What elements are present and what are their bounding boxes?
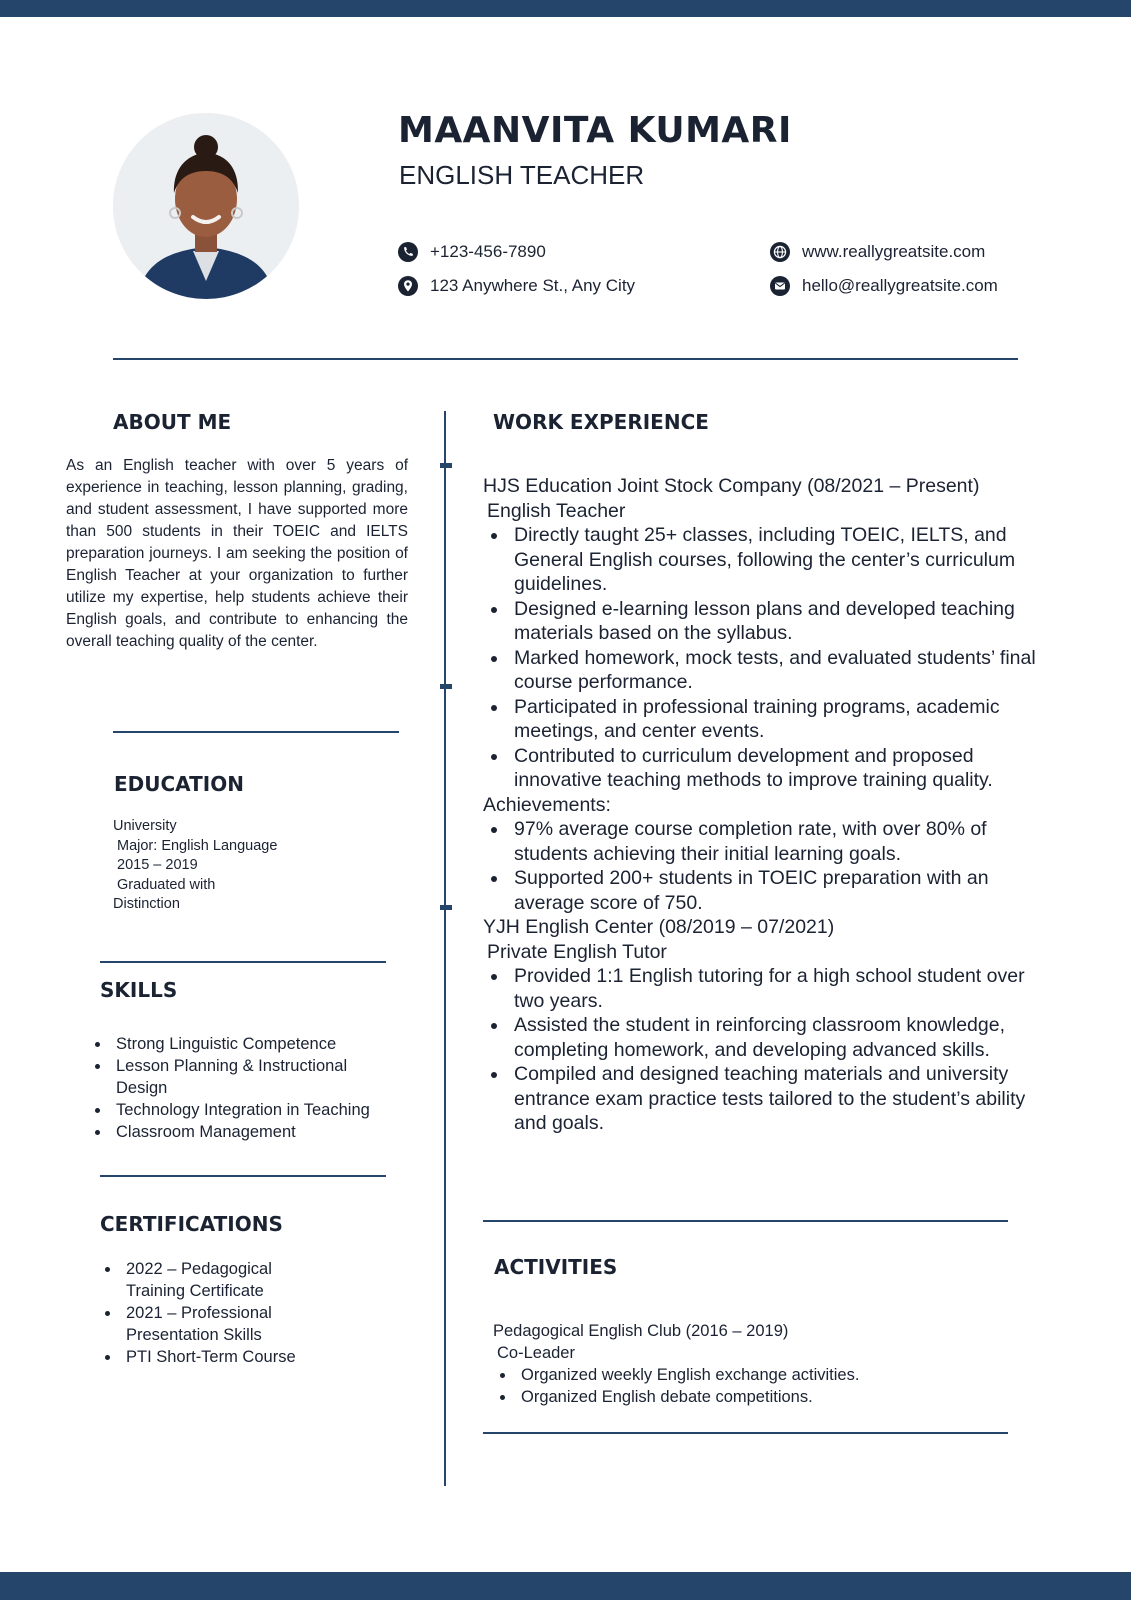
timeline-tick xyxy=(440,684,452,689)
job-bullet: Provided 1:1 English tutoring for a high school student over two years. xyxy=(483,964,1043,1013)
phone-icon xyxy=(398,242,418,262)
contact-email xyxy=(770,276,998,296)
education-divider xyxy=(100,961,386,963)
work-heading: WORK EXPERIENCE xyxy=(493,410,709,434)
education-line: Distinction xyxy=(113,896,180,912)
education-heading: EDUCATION xyxy=(114,772,244,796)
achievements-label: Achievements: xyxy=(483,793,611,816)
contact-address xyxy=(398,276,635,296)
profile-photo xyxy=(113,113,299,299)
activity-bullet: Organized English debate competitions. xyxy=(493,1386,1013,1408)
skills-list xyxy=(95,1033,395,1143)
about-divider xyxy=(113,731,399,733)
skills-divider xyxy=(100,1175,386,1177)
job-bullets xyxy=(483,964,1043,1136)
skills-heading: SKILLS xyxy=(100,978,178,1002)
certifications-heading: CERTIFICATIONS xyxy=(100,1212,283,1236)
contact-website xyxy=(770,242,985,262)
certification-item: 2022 – Pedagogical Training Certificate xyxy=(105,1258,325,1302)
skill-item: Lesson Planning & Instructional Design xyxy=(95,1055,395,1099)
job-bullet: Contributed to curriculum development and proposed innovative teaching methods to improve training quality. xyxy=(483,744,1043,793)
top-accent-bar xyxy=(0,0,1131,17)
email-link[interactable]: hello@reallygreatsite.com xyxy=(802,276,998,295)
skill-item: Strong Linguistic Competence xyxy=(95,1033,395,1055)
certification-item: PTI Short-Term Course xyxy=(105,1346,325,1368)
skill-item: Technology Integration in Teaching xyxy=(95,1099,395,1121)
job-title: ENGLISH TEACHER xyxy=(399,160,645,190)
mail-icon xyxy=(770,276,790,296)
activity-club: Pedagogical English Club (2016 – 2019) xyxy=(493,1322,789,1340)
certification-item: 2021 – Professional Presentation Skills xyxy=(105,1302,325,1346)
activity-bullet: Organized weekly English exchange activities. xyxy=(493,1364,1013,1386)
activity-bullets xyxy=(493,1364,1013,1408)
timeline-line xyxy=(444,411,446,1486)
education-block xyxy=(113,817,277,915)
activities-block xyxy=(493,1320,1013,1408)
certifications-list xyxy=(105,1258,325,1368)
activities-heading: ACTIVITIES xyxy=(494,1255,618,1279)
job-bullet: Compiled and designed teaching materials and university entrance exam practice tests tailored to the student’s ability and goals. xyxy=(483,1062,1043,1136)
achievement-bullet: Supported 200+ students in TOEIC preparation with an average score of 750. xyxy=(483,866,1043,915)
about-heading: ABOUT ME xyxy=(113,410,232,434)
work-experience-block xyxy=(483,474,1043,1136)
globe-icon xyxy=(770,242,790,262)
phone-number[interactable]: +123-456-7890 xyxy=(430,242,546,261)
header-divider xyxy=(113,358,1018,360)
education-line: 2015 – 2019 xyxy=(117,857,198,873)
candidate-name: MAANVITA KUMARI xyxy=(398,110,792,151)
bottom-accent-bar xyxy=(0,1572,1131,1600)
job-bullet: Participated in professional training programs, academic meetings, and center events. xyxy=(483,695,1043,744)
job-company: YJH English Center (08/2019 – 07/2021) xyxy=(483,916,835,938)
timeline-tick xyxy=(440,905,452,910)
education-line: University xyxy=(113,818,177,834)
activities-divider xyxy=(483,1432,1008,1434)
achievement-bullet: 97% average course completion rate, with over 80% of students achieving their initial learning goals. xyxy=(483,817,1043,866)
job-bullet: Marked homework, mock tests, and evaluated students’ final course performance. xyxy=(483,646,1043,695)
education-line: Major: English Language xyxy=(117,837,278,854)
location-pin-icon xyxy=(398,276,418,296)
job-bullet: Designed e-learning lesson plans and developed teaching materials based on the syllabus. xyxy=(483,597,1043,646)
education-line: Graduated with xyxy=(117,876,216,893)
website-link[interactable]: www.reallygreatsite.com xyxy=(802,242,986,261)
job-role: English Teacher xyxy=(487,499,626,522)
job-bullet: Directly taught 25+ classes, including TOEIC, IELTS, and General English courses, following the center’s curriculum guidelines. xyxy=(483,523,1043,597)
job-bullets xyxy=(483,523,1043,793)
job-bullet: Assisted the student in reinforcing classroom knowledge, completing homework, and developing advanced skills. xyxy=(483,1013,1043,1062)
achievement-bullets xyxy=(483,817,1043,915)
about-text: As an English teacher with over 5 years of experience in teaching, lesson planning, grading, and student assessment, I have supported more than 500 students in their TOEIC and IELTS preparation journeys. I am seeking the position of English Teacher at your organization to further utilize my expertise, help students achieve their English goals, and contribute to enhancing the overall teaching quality of the center. xyxy=(66,457,408,650)
timeline-tick xyxy=(440,463,452,468)
address-text: 123 Anywhere St., Any City xyxy=(430,276,636,295)
activity-role: Co-Leader xyxy=(497,1344,575,1362)
skill-item: Classroom Management xyxy=(95,1121,395,1143)
job-role: Private English Tutor xyxy=(487,940,667,963)
contact-phone xyxy=(398,242,546,262)
work-divider xyxy=(483,1220,1008,1222)
job-company: HJS Education Joint Stock Company (08/2021 – Present) xyxy=(483,475,980,497)
